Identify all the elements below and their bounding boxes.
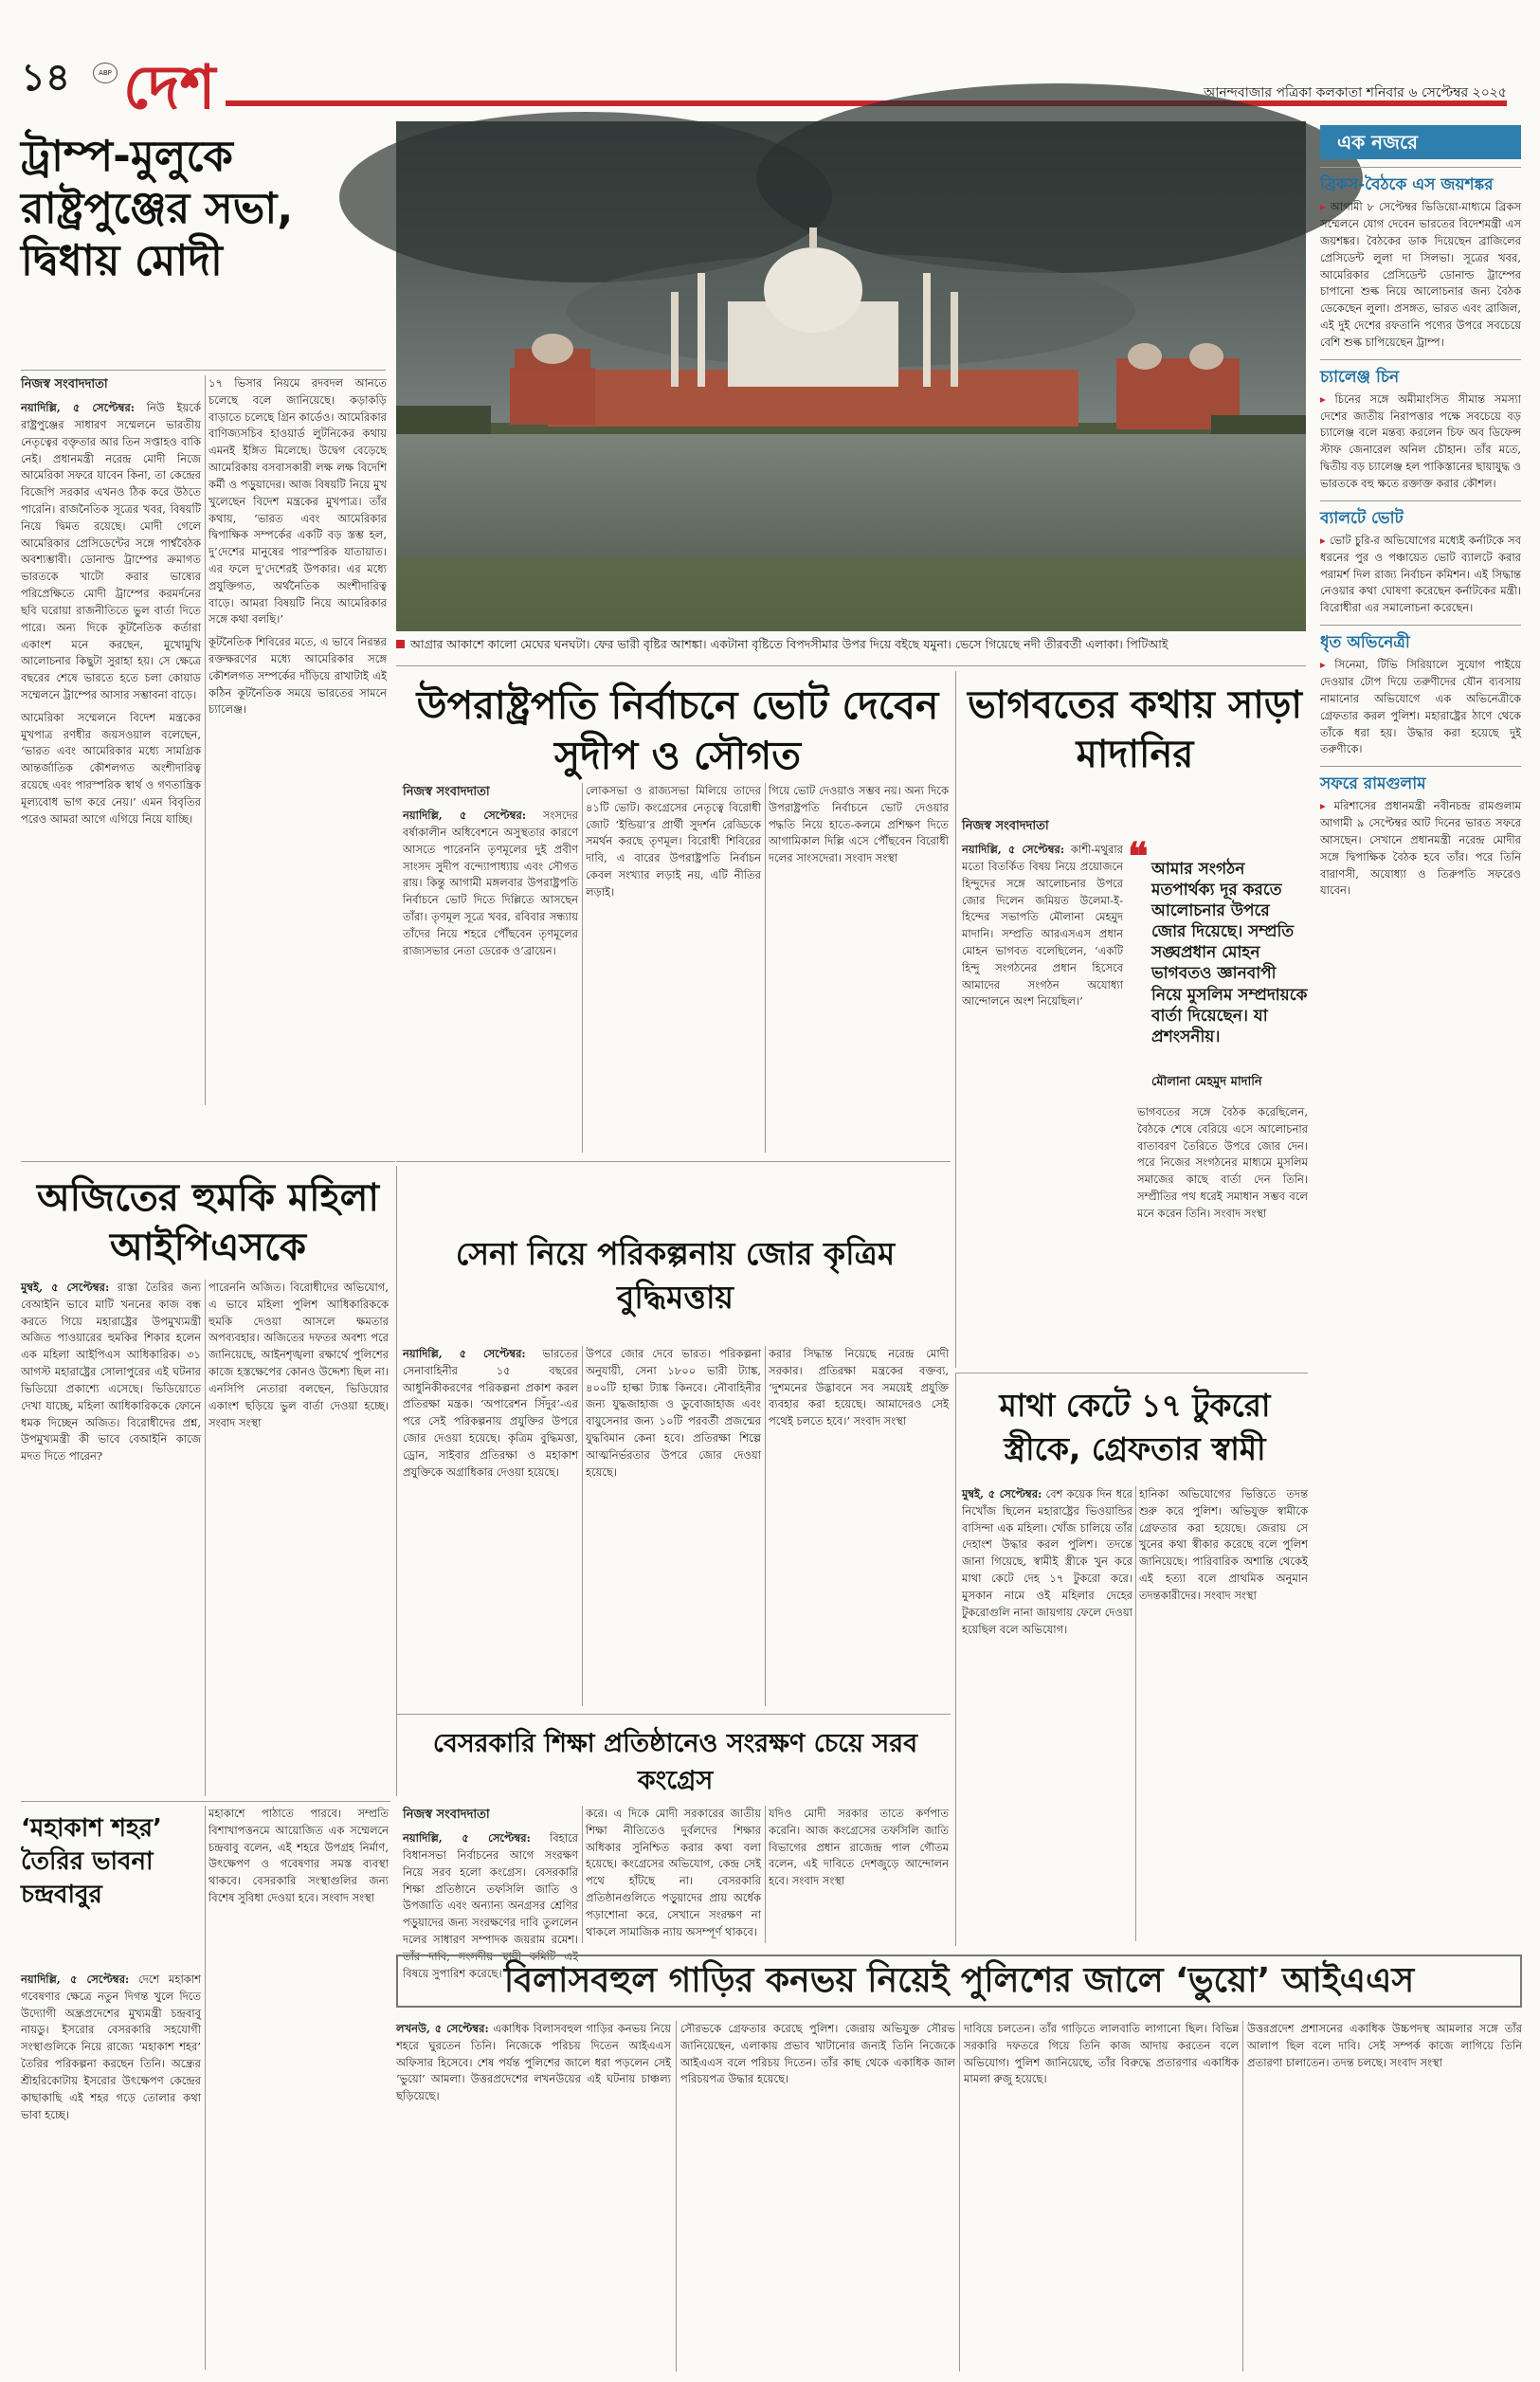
divider <box>205 1806 206 2370</box>
lead-byline: নিজস্ব সংবাদদাতা <box>21 377 108 391</box>
army-ai-column-1 <box>403 1346 578 1711</box>
army-ai-column-2: উপরে জোর দেবে ভারত। পরিকল্পনা অনুযায়ী, সেনা ১৮০০ ভারী ট্যাঙ্ক, ৪০০টি হাল্কা ট্যাঙ্ক কিনবে। নৌবাহিনীর জন্য যুদ্ধজাহাজ ও ডুবোজাহাজ এবং বায়ুসেনার জন্য ১০টি পরবর্তী প্রজন্মের যুদ্ধবিমান কেনা হবে। প্রতিরক্ষা শিল্পে আত্মনির্ভরতার উপরে জোর দেওয়া হয়েছে। <box>586 1347 761 1479</box>
lead-column-2 <box>208 375 387 1105</box>
vp-vote-column-1 <box>403 783 578 1157</box>
banner-column-4: উত্তরপ্রদেশ প্রশাসনের একাধিক উচ্চপদস্থ আমলার সঙ্গে তাঁর আলাপ ছিল বলে দাবি। সেই সম্পর্ক কাজে লাগিয়ে তিনি প্রতারণা চালাতেন। তদন্ত চলছে। সংবাদ সংস্থা <box>1247 2022 1522 2069</box>
banner-column-1 <box>396 2021 671 2372</box>
space-city-column-2: মহাকাশে পাঠাতে পারবে। সম্প্রতি বিশাখাপত্তনমে আয়োজিত এক সম্মেলনে চন্দ্রবাবু বলেন, এই শহরে উপগ্রহ নির্মাণ, উৎক্ষেপণ ও গবেষণার সমস্ত ব্যবস্থা থাকবে। বেসরকারি সংস্থাগুলির জন্য বিশেষ সুবিধা দেওয়া হবে। সংবাদ সংস্থা <box>208 1807 389 1905</box>
private-edu-body-1: বিহারে বিধানসভা নির্বাচনের আগে সংরক্ষণ নিয়ে সরব হলো কংগ্রেস। বেসরকারি শিক্ষা প্রতিষ্ঠানে তফসিলি জাতি ও উপজাতি এবং অন্যান্য অনগ্রসর শ্রেণির পড়ুয়াদের জন্য সংরক্ষণের দাবি তুললেন দলের সাধারণ সম্পাদক জয়রাম রমেশ। তাঁর দাবি, সংসদীয় স্থায়ী কমিটি এই বিষয়ে সুপারিশ করেছে। <box>403 1831 578 1980</box>
sidebar-item-title: ধৃত অভিনেত্রী <box>1320 633 1410 652</box>
lead-body-2: ১৭ ভিসার নিয়মে রদবদল আনতে চলেছে বলে জানিয়েছে। কড়াকড়ি বাড়াতে চলেছে গ্রিন কার্ডেও। আমেরিকার বাণিজ্যসচিব হাওয়ার্ড লুটনিকের কথায় এমনই ইঙ্গিত মিলেছে। উদ্বেগ বেড়েছে আমেরিকায় বসবাসকারী লক্ষ লক্ষ বিদেশি কর্মী ও পড়ুয়াদের। আজ বিষয়টি নিয়ে মুখ খুলেছেন বিদেশ মন্ত্রকের মুখপাত্র। তাঁর কথায়, ‘ভারত এবং আমেরিকার দ্বিপাক্ষিক সম্পর্কের একটি বড় স্তম্ভ হল, দু’দেশের মানুষের পারস্পরিক যাতায়াত। এর ফলে দু’দেশেরই উপকার। এর মধ্যে প্রযুক্তিগত, অর্থনৈতিক অংশীদারিত্ব বাড়ে। আমরা বিষয়টি নিয়ে আমেরিকার সঙ্গে কথা বলছি।’ <box>208 376 387 627</box>
beheaded-dateline: মুম্বই, ৫ সেপ্টেম্বর: <box>962 1487 1042 1500</box>
divider <box>955 1373 956 1946</box>
sidebar-item-body: ▸ ভোট চুরি-র অভিযোগের মধ্যেই কর্নাটকে সব ধরনের পুর ও পঞ্চায়েত ভোট ব্যালটে করার পরামর্শ দিল রাজ্য নির্বাচন কমিশন। এই সিদ্ধান্ত নেওয়ার কথা ঘোষণা করেছেন কর্নাটকের মন্ত্রী। বিরোধীরা এর সমালোচনা করেছেন। <box>1320 533 1521 617</box>
sidebar-item <box>1320 766 1521 900</box>
divider <box>765 783 766 1153</box>
vp-vote-dateline: নয়াদিল্লি, ৫ সেপ্টেম্বর: <box>403 809 527 823</box>
photo-caption-text: আগ্রার আকাশে কালো মেঘের ঘনঘটা। ফের ভারী বৃষ্টির আশঙ্কা। একটানা বৃষ্টিতে বিপদসীমার উপর দিয়ে বইছে যমুনা। ভেসে গিয়েছে নদী তীরবর্তী এলাকা। পিটিআই <box>410 637 1169 651</box>
private-edu-dateline: নয়াদিল্লি, ৫ সেপ্টেম্বর: <box>403 1831 531 1846</box>
lead-body-2b: কূটনৈতিক শিবিরের মতে, এ ভাবে নিরন্তর রক্তক্ষরণের মধ্যে আমেরিকার সঙ্গে কৌশলগত সম্পর্কের দাঁড়িয়ে রাখাটাই এই কঠিন কূটনৈতিক সময়ে ভারতের সামনে চ্যালেঞ্জ। <box>208 635 387 717</box>
private-edu-column-2: করে। এ দিকে মোদী সরকারের জাতীয় শিক্ষা নীতিতেও দুর্বলদের শিক্ষার অধিকার সুনিশ্চিত করার কথা বলা হয়েছে। কংগ্রেসের অভিযোগ, কেন্দ্র সেই পথে হাঁটছে না। বেসরকারি প্রতিষ্ঠানগুলিতে পড়ুয়াদের প্রায় অর্ধেক পড়াশোনা করে, সেখানে সংরক্ষণ না থাকলে সামাজিক ন্যায় অসম্পূর্ণ থাকবে। <box>586 1807 761 1938</box>
divider <box>765 1346 766 1706</box>
top-dateline: আনন্দবাজার পত্রিকা কলকাতা শনিবার ৬ সেপ্টেম্বর ২০২৫ <box>1203 85 1507 100</box>
vp-vote-column-3: গিয়ে ভোট দেওয়াও সম্ভব নয়। অন্য দিকে উপরাষ্ট্রপতি নির্বাচনে ভোট দেওয়ার পদ্ধতি নিয়ে হাতে-কলমে প্রশিক্ষণ দিতে আগামিকাল দিল্লি এসে পৌঁছবেন বিরোধী দলের সাংসদেরা। সংবাদ সংস্থা <box>769 784 949 865</box>
sidebar-item-body: ▸ মরিশাসের প্রধানমন্ত্রী নবীনচন্দ্র রামগুলাম আগামী ৯ সেপ্টেম্বর আট দিনের ভারত সফরে আসছেন। সেখানে প্রধানমন্ত্রী নরেন্দ্র মোদীর সঙ্গে দ্বিপাক্ষিক বৈঠক হবে তাঁর। পরে তিনি বারাণসী, অযোধ্যা ও তিরুপতি সফরেও যাবেন। <box>1320 798 1521 900</box>
vp-vote-headline: উপরাষ্ট্রপতি নির্বাচনে ভোট দেবেন সুদীপ ও সৌগত <box>416 682 939 779</box>
madani-body-1: কাশী-মথুরার মতো বিতর্কিত বিষয় নিয়ে প্রয়োজনে হিন্দুদের সঙ্গে আলোচনার উপরে জোর দিলেন জমিয়ত উলেমা-ই-হিন্দের সভাপতি মৌলানা মেহমুদ মাদানি। সম্প্রতি আরএসএস প্রধান মোহন ভাগবত বলেছিলেন, ‘একটি হিন্দু সংগঠনের প্রধান হিসেবে আমাদের সংগঠন অযোধ্যা আন্দোলনে অংশ নিয়েছিল।’ <box>962 843 1123 1009</box>
banner-column-3: দাবিয়ে চলতেন। তাঁর গাড়িতে লালবাতি লাগানো ছিল। বিভিন্ন সরকারি দফতরে গিয়ে তিনি কাজ আদায় করতেন বলে অভিযোগ। পুলিশ জানিয়েছে, তাঁর বিরুদ্ধে প্রতারণার একাধিক মামলা রুজু হয়েছে। <box>964 2022 1239 2086</box>
private-edu-headline: বেসরকারি শিক্ষা প্রতিষ্ঠানেও সংরক্ষণ চেয়ে সরব কংগ্রেস <box>432 1729 918 1796</box>
space-city-column-1 <box>21 1972 201 2370</box>
space-city-dateline: নয়াদিল্লি, ৫ সেপ্টেম্বর: <box>21 1973 130 1986</box>
ajit-dateline: মুম্বই, ৫ সেপ্টেম্বর: <box>21 1281 110 1294</box>
beheaded-headline: মাথা কেটে ১৭ টুকরো স্ত্রীকে, গ্রেফতার স্বামী <box>999 1387 1271 1468</box>
sidebar-item <box>1320 625 1521 758</box>
vp-vote-body-1: সংসদের বর্ষাকালীন অধিবেশনে অসুস্থতার কারণে আসতে পারেননি তৃণমূলের দুই প্রবীণ সাংসদ সুদীপ বন্দ্যোপাধ্যায় এবং সৌগত রায়। কিন্তু আগামী মঙ্গলবার উপরাষ্ট্রপতি নির্বাচনে ভোট দিতে দিল্লিতে আসছেন তাঁরা। তৃণমূল সূত্রে খবর, রবিবার সন্ধ্যায় তাঁদের নিয়ে শহরে পৌঁছবেন তৃণমূলের রাজ্যসভার নেতা ডেরেক ও’ব্রায়েন। <box>403 809 578 957</box>
ajit-headline: অজিতের হুমকি মহিলা আইপিএসকে <box>36 1176 380 1269</box>
lead-body-1: নিউ ইয়র্কে রাষ্ট্রপুঞ্জের সাধারণ সম্মেলনে ভারতীয় নেতৃত্বের বক্তৃতার আর তিন সপ্তাহও বাকি নেই। প্রধানমন্ত্রী নরেন্দ্র মোদী নিজে আমেরিকা সফরে যাবেন কিনা, তা কেন্দ্রের বিজেপি সরকার এখনও ঠিক করে উঠতে পারেনি। রাজনৈতিক সূত্রের খবর, বিষয়টি নিয়ে দ্বিমত রয়েছে। মোদী গেলে আমেরিকার প্রেসিডেন্টের সঙ্গে পার্শ্ববৈঠক অবশ্যম্ভাবী। ডোনাল্ড ট্রাম্পের ক্রমাগত ভারতকে খাটো করার ভাষ্যের পরিপ্রেক্ষিতে মোদী ট্রাম্পের করমর্দনের ছবি ঘরোয়া রাজনীতিতে ভুল বার্তা দিতে পারে। অন্য দিকে কূটনৈতিক কর্তারা একাংশ মনে করছেন, মুখোমুখি আলোচনার কিছুটা সুরাহা হয়। সে ক্ষেত্রে বছরের শেষে ভারতে হতে চলা কোয়াড সম্মেলনে ট্রাম্পের আসার সম্ভাবনা বাড়ে। <box>21 401 201 701</box>
at-a-glance-sidebar <box>1320 125 1521 1912</box>
madani-byline: নিজস্ব সংবাদদাতা <box>962 819 1049 833</box>
divider <box>396 1714 951 1715</box>
space-city-headline: ‘মহাকাশ শহর’ তৈরির ভাবনা চন্দ্রবাবুর <box>21 1814 162 1910</box>
masthead <box>0 0 1540 123</box>
banner-body-1: একাধিক বিলাসবহুল গাড়ির কনভয় নিয়ে শহরে ঘুরতেন তিনি। নিজেকে পরিচয় দিতেন আইএএস অফিসার হিসেবে। শেষ পর্যন্ত পুলিশের জালে ধরা পড়লেন সেই ‘ভুয়ো’ আমলা। উত্তরপ্রদেশের লখনউয়ের এই ঘটনায় চাঞ্চল্য ছড়িয়েছে। <box>396 2022 671 2103</box>
divider <box>676 2021 677 2372</box>
sidebar-item-title: চ্যালেঞ্জ চিন <box>1320 367 1400 387</box>
banner-headline: বিলাসবহুল গাড়ির কনভয় নিয়েই পুলিশের জালে ‘ভুয়ো’ আইএএস <box>396 1955 1522 2008</box>
taj-mahal-storm-photo <box>396 121 1306 631</box>
vp-vote-byline: নিজস্ব সংবাদদাতা <box>403 785 490 799</box>
divider <box>396 1161 951 1162</box>
divider <box>959 2021 960 2372</box>
sidebar-item-title: সফরে রামগুলাম <box>1320 774 1426 794</box>
madani-headline: ভাগবতের কথায় সাড়া মাদানির <box>967 683 1303 776</box>
quote-mark-icon: ❝ <box>1128 834 1149 879</box>
sidebar-header: এক নজরে <box>1320 125 1521 159</box>
divider <box>1135 1486 1136 1941</box>
lead-column-1 <box>21 375 201 1110</box>
sidebar-item <box>1320 167 1521 352</box>
army-ai-headline: সেনা নিয়ে পরিকল্পনায় জোর কৃত্রিম বুদ্ধিমত্তায় <box>455 1235 896 1317</box>
madani-dateline: নয়াদিল্লি, ৫ সেপ্টেম্বর: <box>962 843 1065 857</box>
section-name: দেশ <box>123 52 216 123</box>
divider <box>582 1806 583 1943</box>
lead-headline: ট্রাম্প-মুলুকে রাষ্ট্রপুঞ্জের সভা, দ্বিধায় মোদী <box>21 131 294 285</box>
divider <box>955 671 956 1368</box>
beheaded-body-1: বেশ কয়েক দিন ধরে নিখোঁজ ছিলেন মহারাষ্ট্রের ভিওয়ান্ডির বাসিন্দা এক মহিলা। খোঁজ চালিয়ে তাঁর দেহাংশ উদ্ধার করল পুলিশ। তদন্তে জানা গিয়েছে, স্বামীই স্ত্রীকে খুন করে মাথা কেটে দেহ ১৭ টুকরো করে। মুসকান নামে ওই মহিলার দেহের টুকরোগুলি নানা জায়গায় ফেলে দেওয়া হয়েছিল বলে অভিযোগ। <box>962 1487 1132 1636</box>
sidebar-item-title: ব্যালটে ভোট <box>1320 508 1404 528</box>
divider <box>396 1166 397 1796</box>
space-city-body-1: দেশে মহাকাশ গবেষণার ক্ষেত্রে নতুন দিগন্ত খুলে দিতে উদ্যোগী অন্ধ্রপ্রদেশের মুখ্যমন্ত্রী চন্দ্রবাবু নায়ডু। ইসরোর বেসরকারি সহযোগী সংস্থাগুলিকে নিয়ে রাজ্যে ‘মহাকাশ শহর’ তৈরির পরিকল্পনা করছেন তিনি। অন্ধ্রের শ্রীহরিকোটায় ইসরোর উৎক্ষেপণ কেন্দ্রের কাছাকাছি এই শহর গড়ে তোলার কথা ভাবা হচ্ছে। <box>21 1973 201 2121</box>
divider <box>582 1346 583 1706</box>
photo-caption <box>396 637 1306 656</box>
ajit-column-1 <box>21 1280 201 1796</box>
divider <box>396 665 1306 666</box>
photo-image <box>396 121 1306 631</box>
divider <box>21 1801 390 1802</box>
army-ai-body-1: ভারতের সেনাবাহিনীর ১৫ বছরের আধুনিকীকরণের পরিকল্পনা প্রকাশ করল প্রতিরক্ষা মন্ত্রক। ‘অপারেশন সিঁদুর’-এর পরে সেই পরিকল্পনায় প্রযুক্তির উপরে জোর দেওয়া হয়েছে। কৃত্রিম বুদ্ধিমত্তা, ড্রোন, সাইবার প্রতিরক্ষা ও মহাকাশ প্রযুক্তিকে অগ্রাধিকার দেওয়া হয়েছে। <box>403 1347 578 1479</box>
pull-quote: আমার সংগঠন মতপার্থক্য দূর করতে আলোচনার উপরে জোর দিয়েছে। সম্প্রতি সঙ্ঘপ্রধান মোহন ভাগবতও জ্ঞানবাপী নিয়ে মুসলিম সম্প্রদায়কে বার্তা দিয়েছেন। যা প্রশংসনীয়। <box>1151 860 1308 1046</box>
ajit-body-1: রাস্তা তৈরির জন্য বেআইনি ভাবে মাটি খননের কাজ বন্ধ করতে গিয়ে মহারাষ্ট্রের উপমুখ্যমন্ত্রী অজিত পাওয়ারের হুমকির শিকার হলেন এক মহিলা আইপিএস আধিকারিক। ৩১ আগস্ট মহারাষ্ট্রের সোলাপুরের এই ঘটনার ভিডিয়ো প্রকাশ্যে এসেছে। ভিডিয়োতে দেখা যাচ্ছে, মহিলা আধিকারিককে ফোনে ধমক দিচ্ছেন অজিত। বিরোধীদের প্রশ্ন, উপমুখ্যমন্ত্রী কী ভাবে বেআইনি কাজে মদত দিতে পারেন? <box>21 1281 202 1464</box>
divider <box>205 375 206 1105</box>
sidebar-item-body: ▸ আগামী ৮ সেপ্টেম্বর ভিডিয়ো-মাধ্যমে ব্রিকস সম্মেলনে যোগ দেবেন ভারতের বিদেশমন্ত্রী এস জয়শঙ্কর। বৈঠকের ডাক দিয়েছেন ব্রাজিলের প্রেসিডেন্ট লুলা দা সিলভা। সূত্রের খবর, আমেরিকার প্রেসিডেন্ট ডোনাল্ড ট্রাম্পের চাপানো শুল্ক নিয়ে আলোচনার জন্য বৈঠক ডেকেছেন লুলা। প্রসঙ্গত, ভারত এবং ব্রাজিল, এই দুই দেশের রফতানি পণ্যের উপরে সবচেয়ে বেশি শুল্ক চাপিয়েছেন ট্রাম্প। <box>1320 199 1521 351</box>
ajit-column-2: পারেননি অজিত। বিরোধীদের অভিযোগ, এ ভাবে মহিলা পুলিশ আধিকারিককে হুমকি দেওয়া আসলে ক্ষমতার অপব্যবহার। অজিতের দফতর অবশ্য পরে জানিয়েছে, আইনশৃঙ্খলা রক্ষার্থে পুলিশের কাজে হস্তক্ষেপের কোনও উদ্দেশ্য ছিল না। এনসিপি নেতারা বলছেন, ভিডিয়োর একাংশ ছড়িয়ে ভুল বার্তা দেওয়া হচ্ছে। সংবাদ সংস্থা <box>208 1281 389 1429</box>
beheaded-column-1 <box>962 1486 1132 1941</box>
vp-vote-column-2: লোকসভা ও রাজ্যসভা মিলিয়ে তাদের ৪১টি ভোট। কংগ্রেসের নেতৃত্বে বিরোধী জোট ‘ইন্ডিয়া’র প্রার্থী সুদর্শন রেড্ডিকে সমর্থন করছে তৃণমূল। বিরোধী শিবিরের দাবি, এ বারের উপরাষ্ট্রপতি নির্বাচন কেবল সংখ্যার লড়াই নয়, এটি নীতির লড়াই। <box>586 784 761 899</box>
banner-dateline: লখনউ, ৫ সেপ্টেম্বর: <box>396 2022 489 2035</box>
sidebar-item-body: ▸ সিনেমা, টিভি সিরিয়ালে সুযোগ পাইয়ে দেওয়ার টোপ দিয়ে তরুণীদের যৌন ব্যবসায় নামানোর অভিযোগে এক অভিনেত্রীকে গ্রেফতার করল পুলিশ। মহারাষ্ট্রের ঠাণে থেকে তাঁকে ধরা হয়। উদ্ধার করা হয়েছে দুই তরুণীকে। <box>1320 657 1521 758</box>
private-edu-column-3: যদিও মোদী সরকার তাতে কর্ণপাত করেনি। আজ কংগ্রেসের তফসিলি জাতি বিভাগের প্রধান রাজেন্দ্র পাল গৌতম বলেন, এই দাবিতে দেশজুড়ে আন্দোলন হবে। সংবাদ সংস্থা <box>769 1807 949 1888</box>
divider <box>1242 2021 1243 2372</box>
paper-seal-icon: ABP <box>93 63 118 83</box>
private-edu-column-1 <box>403 1806 578 1980</box>
pull-quote-attribution: মৌলানা মেহমুদ মাদানি <box>1151 1075 1262 1089</box>
sidebar-item <box>1320 359 1521 493</box>
sidebar-item-body: ▸ চিনের সঙ্গে অমীমাংসিত সীমান্ত সমস্যা দেশের জাতীয় নিরাপত্তার পক্ষে সবচেয়ে বড় চ্যালেঞ্জ বলে মন্তব্য করলেন চিফ অব ডিফেন্স স্টাফ জেনারেল অনিল চৌহান। তাঁর মতে, দ্বিতীয় বড় চ্যালেঞ্জ হল পাকিস্তানের ছায়াযুদ্ধ ও ভারতকে বহু ক্ষতে রক্তাক্ত করার কৌশল। <box>1320 391 1521 493</box>
divider <box>765 1806 766 1943</box>
page-number: ১৪ <box>21 56 70 100</box>
divider <box>582 783 583 1153</box>
sidebar-item-title: ব্রিকস-বৈঠকে এস জয়শঙ্কর <box>1320 175 1494 194</box>
madani-column-1 <box>962 817 1123 1367</box>
divider <box>21 1161 395 1162</box>
divider <box>21 370 386 371</box>
sidebar-item <box>1320 500 1521 617</box>
madani-column-2: ভাগবতের সঙ্গে বৈঠক করেছিলেন, বৈঠকে শেষে বেরিয়ে এসে আলোচনার বাতাবরণ তৈরিতে উপরে জোর দেন। পরে নিজের সংগঠনের মাধ্যমে মুসলিম সমাজের কাছে বার্তা দেন তিনি। সম্প্রীতির পথ ধরেই সমাধান সম্ভব বলে মনে করেন তিনি। সংবাদ সংস্থা <box>1137 1105 1308 1220</box>
army-ai-column-3: করার সিদ্ধান্ত নিয়েছে নরেন্দ্র মোদী সরকার। প্রতিরক্ষা মন্ত্রকের বক্তব্য, ‘দুশমনের উদ্ভাবনে সব সময়েই প্রযুক্তি ব্যবহার করা হয়েছে। আমাদেরও সেই পথেই চলতে হবে।’ সংবাদ সংস্থা <box>769 1347 949 1428</box>
divider <box>205 1280 206 1796</box>
caption-marker-icon <box>396 640 405 648</box>
private-edu-byline: নিজস্ব সংবাদদাতা <box>403 1808 490 1822</box>
lead-body-1b: আমেরিকা সম্মেলনে বিদেশ মন্ত্রকের মুখপাত্র রণধীর জয়সওয়াল বলেছেন, ‘ভারত এবং আমেরিকার মধ্যে সামগ্রিক আন্তর্জাতিক কৌশলগত অংশীদারিত্ব রয়েছে এবং পারস্পরিক স্বার্থ ও গণতান্ত্রিক মূল্যবোধ ভাগ করে নেয়।’ এমন বিবৃতির পরেও আমরা আগে এগিয়ে নিয়ে যাচ্ছি। <box>21 710 201 826</box>
beheaded-column-2: হানিকা অভিযোগের ভিত্তিতে তদন্ত শুরু করে পুলিশ। অভিযুক্ত স্বামীকে গ্রেফতার করা হয়েছে। জেরায় সে খুনের কথা স্বীকার করেছে বলে পুলিশ জানিয়েছে। পারিবারিক অশান্তি থেকেই এই হত্যা বলে প্রাথমিক অনুমান তদন্তকারীদের। সংবাদ সংস্থা <box>1139 1487 1308 1602</box>
army-ai-dateline: নয়াদিল্লি, ৫ সেপ্টেম্বর: <box>403 1347 526 1360</box>
banner-column-2: সৌরভকে গ্রেফতার করেছে পুলিশ। জেরায় অভিযুক্ত সৌরভ জানিয়েছেন, এলাকায় প্রভাব খাটানোর জন্যই তিনি নিজেকে আইএএস বলে পরিচয় দিতেন। তাঁর কাছ থেকে একাধিক জাল পরিচয়পত্র উদ্ধার হয়েছে। <box>680 2022 955 2086</box>
lead-dateline: নয়াদিল্লি, ৫ সেপ্টেম্বর: <box>21 401 136 415</box>
